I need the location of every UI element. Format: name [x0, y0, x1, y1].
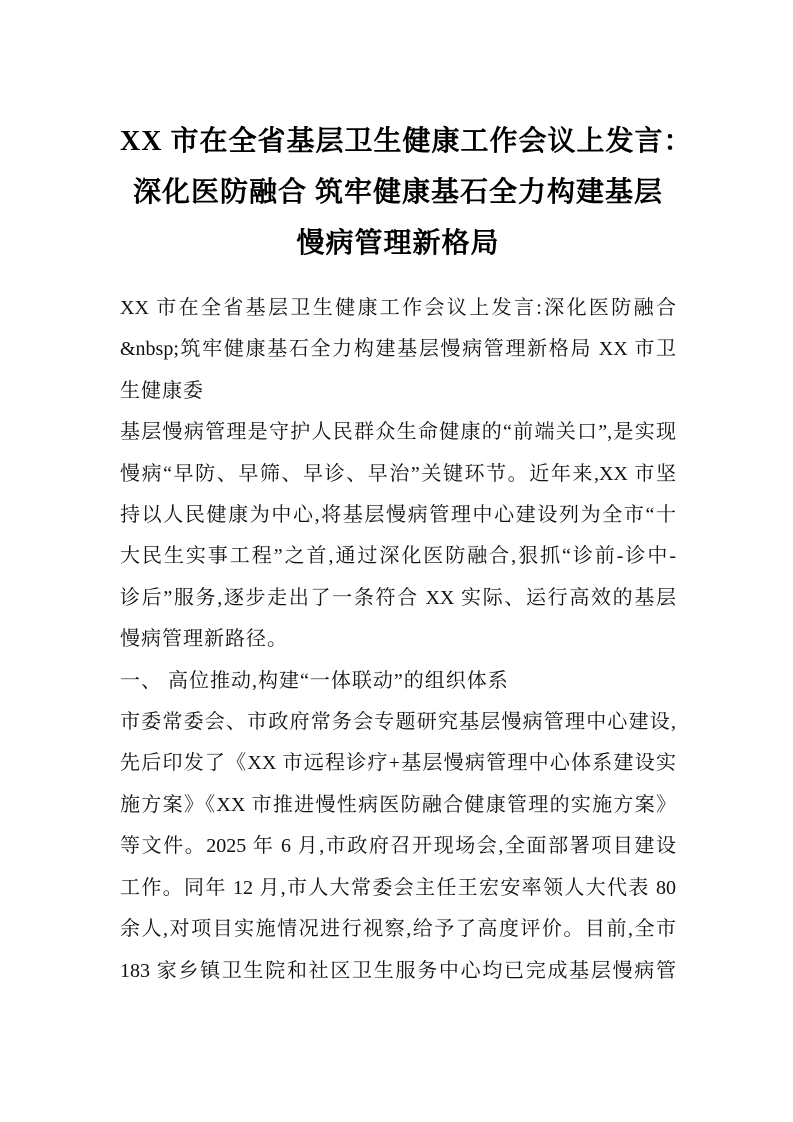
- paragraph-section-1-body: [120, 702, 676, 992]
- paragraph-line: 市委常委会、市政府常务会专题研究基层慢病管理中心建设,: [120, 711, 676, 734]
- paragraph-byline: [120, 288, 676, 412]
- document-title: [120, 116, 693, 269]
- paragraph-line: 先后印发了《XX 市远程诊疗+基层慢病管理中心体系建设实: [120, 752, 676, 775]
- section-heading-line: 一、 高位推动,构建“一体联动”的组织体系: [120, 669, 509, 692]
- paragraph-line: 生健康委: [120, 379, 204, 402]
- document-body: [120, 288, 676, 992]
- paragraph-line: 诊后”服务,逐步走出了一条符合 XX 实际、运行高效的基层: [120, 586, 676, 609]
- paragraph-line: 大民生实事工程”之首,通过深化医防融合,狠抓“诊前-诊中-: [120, 545, 676, 568]
- paragraph-line: 余人,对项目实施情况进行视察,给予了高度评价。目前,全市: [120, 918, 676, 941]
- title-line-2: 深化医防融合 筑牢健康基石全力构建基层: [132, 177, 663, 208]
- paragraph-line: 施方案》《XX 市推进慢性病医防融合健康管理的实施方案》: [120, 793, 676, 816]
- paragraph-line: 持以人民健康为中心,将基层慢病管理中心建设列为全市“十: [120, 504, 676, 527]
- paragraph-line: 183 家乡镇卫生院和社区卫生服务中心均已完成基层慢病管: [120, 959, 676, 982]
- paragraph-line: 基层慢病管理是守护人民群众生命健康的“前端关口”,是实现: [120, 421, 676, 444]
- paragraph-line: &nbsp;筑牢健康基石全力构建基层慢病管理新格局 XX 市卫: [120, 338, 676, 361]
- paragraph-line: 慢病管理新路径。: [120, 628, 288, 651]
- section-heading-1: [120, 661, 676, 702]
- paragraph-line: 等文件。2025 年 6 月,市政府召开现场会,全面部署项目建设: [120, 835, 676, 858]
- title-line-1: XX 市在全省基层卫生健康工作会议上发言：: [120, 126, 693, 157]
- paragraph-intro: [120, 412, 676, 660]
- paragraph-line: 慢病“早防、早筛、早诊、早治”关键环节。近年来,XX 市坚: [120, 462, 676, 485]
- title-line-3: 慢病管理新格局: [296, 228, 500, 259]
- paragraph-line: XX 市在全省基层卫生健康工作会议上发言:深化医防融合: [120, 297, 676, 319]
- paragraph-line: 工作。同年 12 月,市人大常委会主任王宏安率领人大代表 80: [120, 876, 676, 899]
